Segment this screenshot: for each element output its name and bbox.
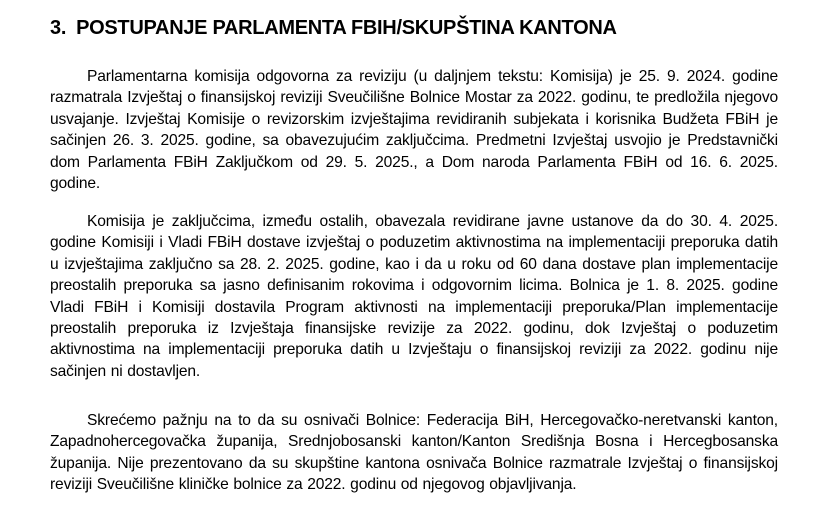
section-heading [50,16,617,40]
paragraph-commission-conclusions: Komisija je zaključcima, između ostalih, obavezala revidirane javne ustanove da do 30. 4. 2025. godine Komisiji i Vladi FBiH dostave izvještaj o poduzetim aktivnostima na implementaciji preporuka datih u izvještajima zaključno sa 28. 2. 2025. godine, kao i da u roku od 60 dana dostave plan implementacije preostalih preporuka sa jasno definisanim rokovima i odgovornim licima. Bolnica je 1. 8. 2025. godine Vladi FBiH i Komisiji dostavila Program aktivnosti na implementaciji preporuka/Plan implementacije preostalih preporuka iz Izvještaja finansijske revizije za 2022. godinu, dok Izvještaj o poduzetim aktivnostima na implementaciji preporuka datih u Izvještaju o finansijskoj reviziji za 2022. godinu nije sačinjen ni dostavljen. [50,213,778,380]
paragraph-hospital-founders: Skrećemo pažnju na to da su osnivači Bolnice: Federacija BiH, Hercegovačko-neretvanski kanton, Zapadnohercegovačka županija, Srednjobosanski kanton/Kanton Središnja Bosna i Hercegbosanska županija. Nije prezentovano da su skupštine kantona osnivača Bolnice razmatrale Izvještaj o finansijskoj reviziji Sveučilišne kliničke bolnice za 2022. godinu od njegovog objavljivanja. [50,412,778,494]
paragraph-commission-review: Parlamentarna komisija odgovorna za reviziju (u daljnjem tekstu: Komisija) je 25. 9. 2024. godine razmatrala Izvještaj o finansijskoj reviziji Sveučilišne Bolnice Mostar za 2022. godinu, te predložila njegovo usvajanje. Izvještaj Komisije o revizorskim izvještajima revidiranih subjekata i korisnika Budžeta FBiH je sačinjen 26. 3. 2025. godine, sa obavezujućim zaključcima. Predmetni Izvještaj usvojio je Predstavnički dom Parlamenta FBiH Zaključkom od 29. 5. 2025., a Dom naroda Parlamenta FBiH od 16. 6. 2025. godine. [50,68,778,193]
section-number: 3. [50,17,67,39]
section-title: POSTUPANJE PARLAMENTA FBIH/SKUPŠTINA KANTONA [76,17,617,39]
